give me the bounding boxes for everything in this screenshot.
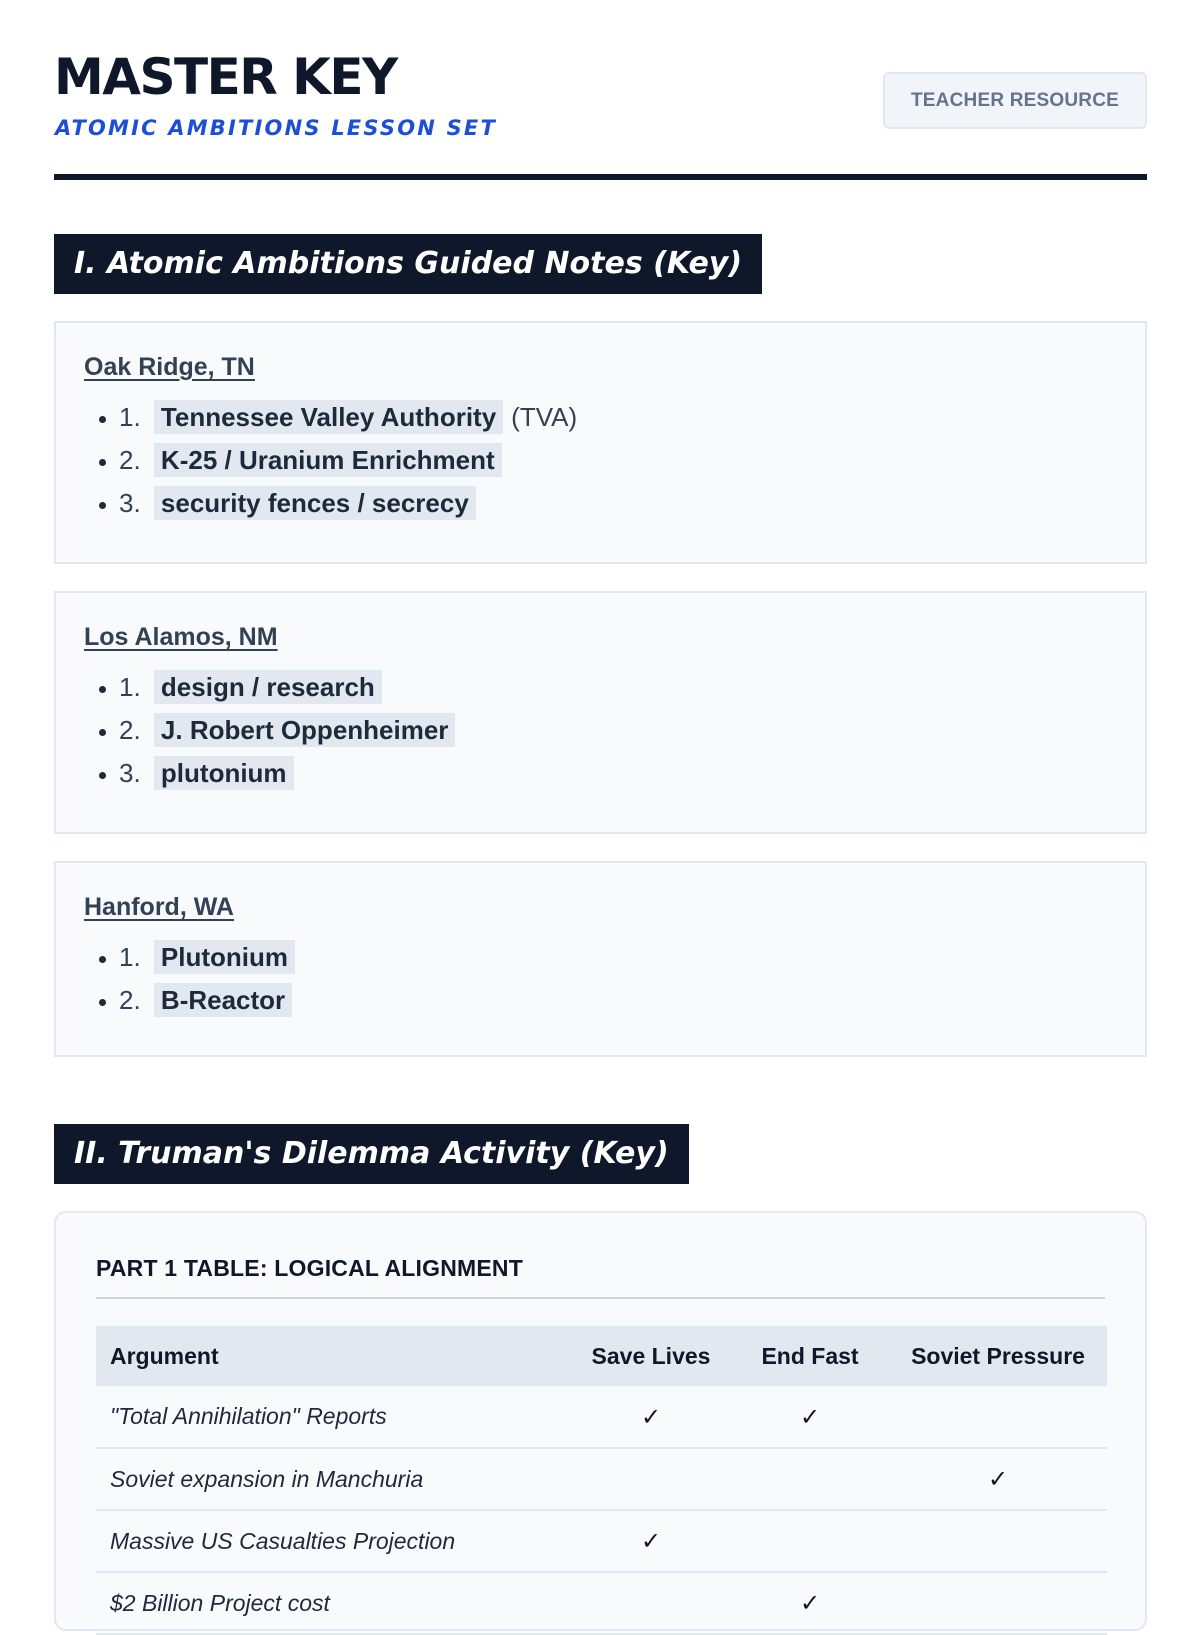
list-item	[119, 760, 1117, 786]
argument-cell: Soviet expansion in Manchuria	[96, 1448, 571, 1510]
check-cell	[731, 1448, 889, 1510]
list-item	[119, 717, 1117, 743]
table-header-row	[96, 1326, 1107, 1386]
site-title: Los Alamos, NM	[84, 623, 278, 651]
check-cell	[571, 1386, 731, 1448]
answer-text: design / research	[154, 670, 382, 704]
item-number: 1.	[119, 402, 141, 432]
table-body	[96, 1386, 1107, 1634]
site-card-los-alamos	[54, 591, 1147, 834]
section-1-heading: I. Atomic Ambitions Guided Notes (Key)	[54, 234, 762, 294]
section-2-heading: II. Truman's Dilemma Activity (Key)	[54, 1124, 689, 1184]
item-number: 2.	[119, 715, 141, 745]
list-item	[119, 987, 1117, 1013]
check-icon: ✓	[799, 1402, 821, 1431]
item-number: 3.	[119, 488, 141, 518]
check-cell	[571, 1510, 731, 1572]
list-item	[119, 944, 1117, 970]
check-icon: ✓	[799, 1589, 821, 1617]
check-cell	[889, 1448, 1107, 1510]
list-item	[119, 490, 1117, 516]
column-header-save-lives: Save Lives	[571, 1326, 731, 1386]
answer-text: plutonium	[154, 756, 294, 790]
notes-list	[84, 404, 1117, 516]
logical-alignment-card	[54, 1211, 1147, 1631]
page-header	[54, 0, 1147, 180]
page-title: MASTER KEY	[54, 48, 397, 106]
notes-list	[84, 674, 1117, 786]
site-card-oak-ridge	[54, 321, 1147, 564]
column-header-end-fast: End Fast	[731, 1326, 889, 1386]
check-cell	[731, 1510, 889, 1572]
check-cell	[571, 1572, 731, 1634]
page-subtitle: ATOMIC AMBITIONS LESSON SET	[55, 116, 497, 140]
table-row	[96, 1448, 1107, 1510]
item-number: 2.	[119, 445, 141, 475]
table-row	[96, 1386, 1107, 1448]
list-item	[119, 447, 1117, 473]
item-number: 1.	[119, 942, 141, 972]
list-item	[119, 674, 1117, 700]
check-cell	[731, 1386, 889, 1448]
argument-cell: $2 Billion Project cost	[96, 1572, 571, 1634]
check-cell	[571, 1448, 731, 1510]
check-cell	[889, 1386, 1107, 1448]
check-cell	[889, 1510, 1107, 1572]
check-icon: ✓	[640, 1402, 662, 1431]
check-cell	[731, 1572, 889, 1634]
answer-extra: (TVA)	[511, 402, 578, 432]
item-number: 3.	[119, 758, 141, 788]
table-row	[96, 1510, 1107, 1572]
teacher-resource-badge: TEACHER RESOURCE	[883, 72, 1147, 129]
check-icon: ✓	[640, 1527, 662, 1555]
site-title: Oak Ridge, TN	[84, 353, 255, 381]
master-key-page	[54, 0, 1147, 1617]
notes-list	[84, 944, 1117, 1013]
logical-alignment-table	[96, 1326, 1107, 1635]
answer-text: Plutonium	[154, 940, 295, 974]
site-title: Hanford, WA	[84, 893, 234, 921]
table-row	[96, 1572, 1107, 1634]
item-number: 1.	[119, 672, 141, 702]
answer-text: K-25 / Uranium Enrichment	[154, 443, 502, 477]
column-header-argument: Argument	[96, 1326, 571, 1386]
column-header-soviet-pressure: Soviet Pressure	[889, 1326, 1107, 1386]
list-item	[119, 404, 1117, 430]
answer-text: Tennessee Valley Authority	[154, 400, 503, 434]
check-icon: ✓	[987, 1465, 1009, 1493]
table-title: PART 1 TABLE: LOGICAL ALIGNMENT	[96, 1257, 1105, 1299]
answer-text: B-Reactor	[154, 983, 292, 1017]
site-card-hanford	[54, 861, 1147, 1057]
answer-text: J. Robert Oppenheimer	[154, 713, 456, 747]
item-number: 2.	[119, 985, 141, 1015]
check-cell	[889, 1572, 1107, 1634]
argument-cell: "Total Annihilation" Reports	[96, 1386, 571, 1448]
answer-text: security fences / secrecy	[154, 486, 476, 520]
argument-cell: Massive US Casualties Projection	[96, 1510, 571, 1572]
